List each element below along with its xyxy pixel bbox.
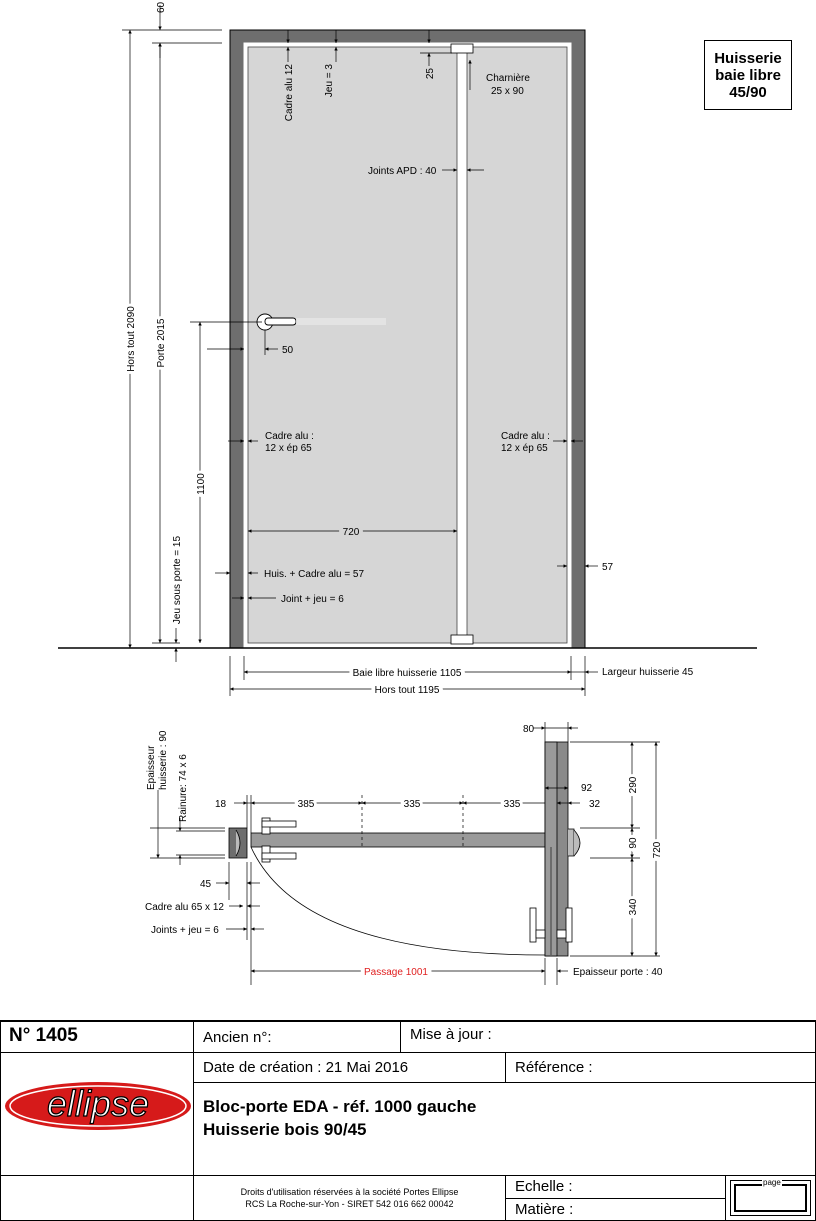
title-block xyxy=(0,1020,816,1218)
rights-cell xyxy=(193,1175,506,1221)
designation-cell xyxy=(193,1082,816,1176)
label-porte-2015: Porte 2015 xyxy=(156,318,167,368)
label-epaisseur: Epaisseur xyxy=(146,745,157,790)
dim-335-a: 335 xyxy=(403,799,421,810)
ellipse-logo xyxy=(1,1053,193,1175)
date-cell xyxy=(193,1052,506,1083)
dim-90: 90 xyxy=(628,837,639,849)
rights-line-1: Droits d'utilisation réservées à la société Portes Ellipse xyxy=(240,1187,459,1197)
label-passage: Passage 1001 xyxy=(364,967,428,978)
mise-a-jour-label: Mise à jour : xyxy=(410,1026,492,1043)
dim-720: 720 xyxy=(342,527,360,538)
dim-18: 18 xyxy=(215,799,227,810)
reference-cell xyxy=(505,1052,816,1083)
label-cadre-alu-plan: Cadre alu 65 x 12 xyxy=(145,902,224,913)
label-jeu-sous-porte: Jeu sous porte = 15 xyxy=(172,535,183,625)
swing-arc xyxy=(251,847,545,955)
echelle-label: Echelle : xyxy=(515,1178,573,1195)
label-joint-jeu: Joint + jeu = 6 xyxy=(281,594,344,605)
ancien-cell xyxy=(193,1021,401,1053)
reference-label: Référence : xyxy=(515,1059,593,1076)
label-baie-libre: Baie libre huisserie 1105 xyxy=(352,668,462,679)
label-cadre-alu-12: Cadre alu 12 xyxy=(284,64,295,122)
mise-a-jour-cell xyxy=(400,1021,816,1053)
logo-text: ellipse xyxy=(46,1083,150,1124)
label-joints-jeu-plan: Joints + jeu = 6 xyxy=(151,925,219,936)
bottom-hinge xyxy=(451,635,473,644)
date-creation: Date de création : 21 Mai 2016 xyxy=(203,1059,409,1076)
title-line-2: baie libre xyxy=(715,66,781,84)
plan-labels xyxy=(145,724,663,978)
door-leaf-plan xyxy=(251,833,547,847)
dim-80: 80 xyxy=(523,724,535,735)
label-jeu-3: Jeu = 3 xyxy=(324,64,335,98)
designation-line-2: Huisserie bois 90/45 xyxy=(203,1120,367,1139)
label-largeur-huisserie: Largeur huisserie 45 xyxy=(602,667,694,678)
door-leaf xyxy=(248,47,567,643)
dim-92: 92 xyxy=(581,783,593,794)
dim-32: 32 xyxy=(589,799,601,810)
echelle-cell xyxy=(505,1175,726,1199)
label-cadre-right-size: 12 x ép 65 xyxy=(501,443,548,454)
dim-45: 45 xyxy=(200,879,212,890)
label-epaisseur-huisserie: huisserie : 90 xyxy=(158,730,169,790)
logo-cell xyxy=(0,1052,194,1176)
label-epaisseur-porte: Epaisseur porte : 40 xyxy=(573,967,663,978)
title-line-1: Huisserie xyxy=(714,49,782,67)
drawing-number-cell xyxy=(0,1021,194,1053)
plan-view xyxy=(229,742,580,956)
page-label: page xyxy=(763,1178,781,1187)
label-hors-tout-2090: Hors tout 2090 xyxy=(126,306,137,372)
dim-25: 25 xyxy=(425,68,436,80)
empty-left-cell xyxy=(0,1175,194,1221)
label-cadre-left: Cadre alu : xyxy=(265,431,314,442)
page-cell xyxy=(725,1175,816,1221)
drawing-number: N° 1405 xyxy=(9,1025,78,1046)
label-cadre-left-size: 12 x ép 65 xyxy=(265,443,312,454)
dim-335-b: 335 xyxy=(503,799,521,810)
matiere-cell xyxy=(505,1198,726,1221)
label-charniere-size: 25 x 90 xyxy=(491,86,524,97)
designation-line-1: Bloc-porte EDA - réf. 1000 gauche xyxy=(203,1097,477,1116)
rights-line-2: RCS La Roche-sur-Yon - SIRET 542 016 662 00042 xyxy=(245,1199,454,1209)
dim-57: 57 xyxy=(602,562,614,573)
dim-290: 290 xyxy=(628,776,639,794)
matiere-label: Matière : xyxy=(515,1201,574,1218)
label-rainure: Rainure: 74 x 6 xyxy=(178,754,189,822)
label-cadre-right: Cadre alu : xyxy=(501,431,550,442)
label-huis-cadre: Huis. + Cadre alu = 57 xyxy=(264,569,365,580)
ancien-label: Ancien n°: xyxy=(203,1029,272,1046)
dim-60: 60 xyxy=(156,1,167,13)
label-charniere: Charnière xyxy=(486,73,530,84)
label-joints-apd: Joints APD : 40 xyxy=(368,166,437,177)
dim-340: 340 xyxy=(628,898,639,916)
dim-720-plan: 720 xyxy=(652,841,663,859)
dim-50: 50 xyxy=(282,345,294,356)
top-hinge xyxy=(451,44,473,53)
dim-385: 385 xyxy=(297,799,315,810)
hinge-joint xyxy=(457,52,467,637)
plan-dimensions xyxy=(150,722,660,985)
label-hors-tout-1195: Hors tout 1195 xyxy=(374,685,440,696)
dim-1100: 1100 xyxy=(196,473,207,495)
title-line-3: 45/90 xyxy=(729,83,767,101)
drawing-title-box xyxy=(704,40,792,110)
